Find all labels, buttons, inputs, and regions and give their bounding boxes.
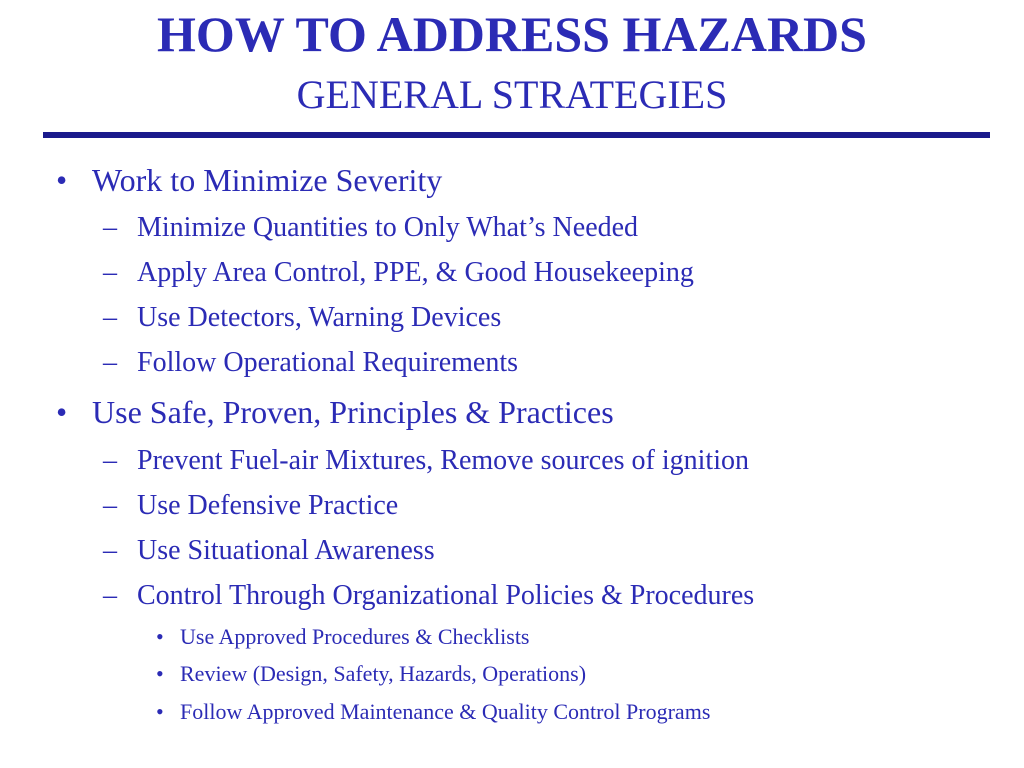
dash-marker: – (103, 490, 117, 521)
dash-marker: – (103, 257, 117, 288)
dash-marker: – (103, 302, 117, 333)
list-item-text: Review (Design, Safety, Hazards, Operations) (180, 661, 587, 686)
list-item-text: Use Approved Procedures & Checklists (180, 624, 530, 649)
list-item (103, 444, 749, 478)
list-item-text: Use Defensive Practice (137, 490, 399, 521)
list-item (103, 534, 435, 568)
dash-marker: – (103, 212, 117, 243)
list-item-text: Follow Operational Requirements (137, 347, 519, 378)
list-item (56, 160, 443, 200)
list-item-text: Control Through Organizational Policies & Procedures (137, 580, 755, 611)
dash-marker: – (103, 580, 117, 611)
slide-title: HOW TO ADDRESS HAZARDS (157, 6, 867, 62)
list-item (156, 698, 711, 726)
bullet-marker: • (156, 699, 164, 724)
list-item (103, 211, 639, 245)
list-item-text: Apply Area Control, PPE, & Good Housekeeping (137, 257, 694, 288)
list-item-text: Minimize Quantities to Only What’s Needed (137, 212, 639, 243)
list-item (103, 301, 502, 335)
dash-marker: – (103, 347, 117, 378)
list-item-text: Follow Approved Maintenance & Quality Control Programs (180, 699, 711, 724)
list-item-text: Use Situational Awareness (137, 535, 435, 566)
dash-marker: – (103, 445, 117, 476)
list-item (156, 623, 530, 651)
list-item (56, 392, 614, 432)
bullet-marker: • (156, 661, 164, 686)
list-item-text: Prevent Fuel-air Mixtures, Remove sources of ignition (137, 445, 749, 476)
list-item (103, 489, 399, 523)
list-item-text: Use Safe, Proven, Principles & Practices (92, 394, 614, 430)
bullet-marker: • (156, 624, 164, 649)
bullet-marker: • (56, 394, 68, 430)
dash-marker: – (103, 535, 117, 566)
list-item (103, 346, 519, 380)
list-item-text: Use Detectors, Warning Devices (137, 302, 502, 333)
list-item (103, 256, 694, 290)
list-item-text: Work to Minimize Severity (92, 162, 443, 198)
list-item (156, 660, 587, 688)
list-item (103, 579, 755, 613)
slide-subtitle: GENERAL STRATEGIES (296, 72, 728, 117)
bullet-marker: • (56, 162, 68, 198)
